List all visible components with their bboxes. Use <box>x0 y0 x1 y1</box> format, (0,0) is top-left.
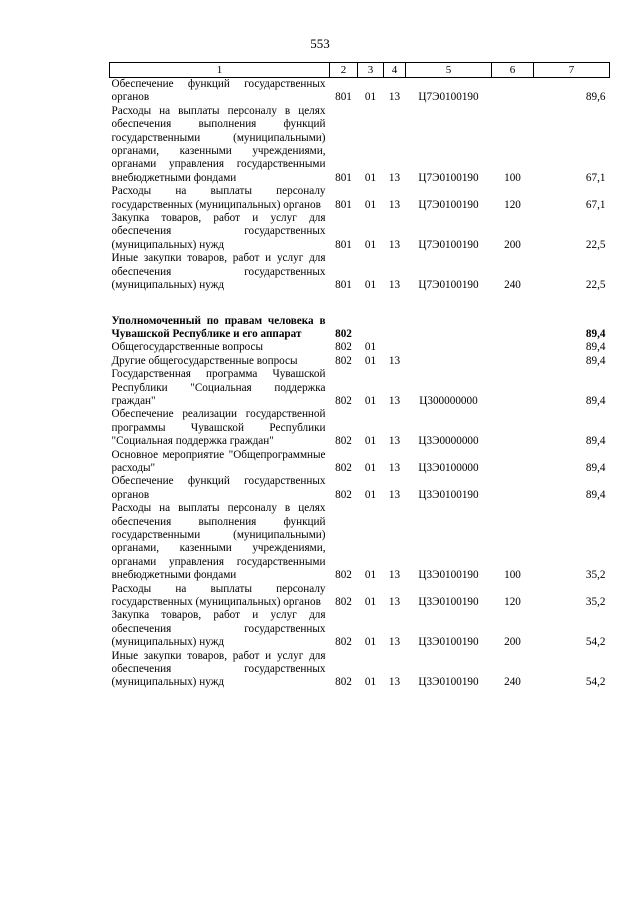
row-description: Обеспечение реализации государственной программы Чувашской Республики "Социальная поддержка граждан" <box>111 408 326 448</box>
row-amount: 67,1 <box>585 171 606 184</box>
row-subsection-code <box>384 341 406 354</box>
row-section-code: 01 <box>364 569 377 582</box>
row-target-article-code: Ц300000000 <box>419 394 478 407</box>
header-col-6: 6 <box>492 63 534 78</box>
table-row <box>110 475 610 502</box>
row-description: Общегосударственные вопросы <box>111 341 264 354</box>
table-row <box>110 341 610 354</box>
table-row <box>110 355 610 368</box>
row-amount: 89,4 <box>585 488 606 501</box>
row-target-article-code: Ц3Э0100190 <box>418 596 479 609</box>
row-section-code: 01 <box>364 279 377 292</box>
row-ministry-code: 802 <box>335 569 352 582</box>
row-ministry-code: 802 <box>335 341 352 354</box>
row-target-article-code: Ц3Э0100190 <box>418 676 479 689</box>
header-col-2: 2 <box>330 63 358 78</box>
table-row <box>110 368 610 408</box>
row-amount: 89,4 <box>585 461 606 474</box>
table-row <box>110 185 610 212</box>
row-expense-type-code: 240 <box>504 279 521 292</box>
row-subsection-code: 13 <box>388 435 401 448</box>
row-expense-type-code <box>492 449 534 476</box>
row-ministry-code: 802 <box>335 435 352 448</box>
row-section-code: 01 <box>364 341 377 354</box>
row-section-code: 01 <box>364 171 377 184</box>
table-row <box>110 212 610 252</box>
row-description: Расходы на выплаты персоналу государственных (муниципальных) органов <box>111 582 326 609</box>
row-expense-type-code: 100 <box>504 171 521 184</box>
row-expense-type-code: 200 <box>504 636 521 649</box>
row-description: Иные закупки товаров, работ и услуг для обеспечения государственных (муниципальных) нужд <box>111 649 326 689</box>
row-amount: 22,5 <box>585 279 606 292</box>
row-ministry-code: 801 <box>335 91 352 104</box>
table-body <box>110 78 610 690</box>
row-section-code: 01 <box>364 238 377 251</box>
row-target-article-code: Ц3Э0000000 <box>418 435 479 448</box>
table-row <box>110 650 610 690</box>
row-amount: 89,4 <box>585 394 606 407</box>
row-target-article-code: Ц7Э0100190 <box>418 198 479 211</box>
header-col-7: 7 <box>534 63 610 78</box>
row-subsection-code: 13 <box>388 279 401 292</box>
row-subsection-code: 13 <box>388 676 401 689</box>
row-expense-type-code: 200 <box>504 238 521 251</box>
row-subsection-code: 13 <box>388 394 401 407</box>
row-target-article-code: Ц3Э0100000 <box>418 461 479 474</box>
row-ministry-code: 801 <box>335 198 352 211</box>
table-row <box>110 105 610 185</box>
row-target-article-code: Ц3Э0100190 <box>418 569 479 582</box>
row-amount: 54,2 <box>585 676 606 689</box>
spacer-row <box>110 293 610 315</box>
row-subsection-code: 13 <box>388 569 401 582</box>
row-expense-type-code <box>492 475 534 502</box>
row-expense-type-code <box>492 341 534 354</box>
row-section-code: 01 <box>364 596 377 609</box>
row-target-article-code: Ц7Э0100190 <box>418 91 479 104</box>
row-ministry-code: 802 <box>335 327 352 340</box>
spacer-cell <box>110 293 610 315</box>
row-target-article-code <box>406 341 492 354</box>
row-subsection-code: 13 <box>388 91 401 104</box>
header-col-5: 5 <box>406 63 492 78</box>
table-row <box>110 252 610 292</box>
row-subsection-code: 13 <box>388 488 401 501</box>
row-amount: 22,5 <box>585 238 606 251</box>
row-ministry-code: 802 <box>335 461 352 474</box>
row-expense-type-code <box>492 78 534 105</box>
row-subsection-code: 13 <box>388 596 401 609</box>
row-description: Основное мероприятие "Общепрограммные расходы" <box>111 448 326 474</box>
row-amount: 54,2 <box>585 636 606 649</box>
header-col-1: 1 <box>110 63 330 78</box>
row-subsection-code <box>384 315 406 342</box>
row-expense-type-code <box>492 368 534 408</box>
row-description: Расходы на выплаты персоналу государственных (муниципальных) органов <box>111 185 326 211</box>
row-target-article-code: Ц7Э0100190 <box>418 279 479 292</box>
row-ministry-code: 802 <box>335 676 352 689</box>
row-subsection-code: 13 <box>388 461 401 474</box>
row-expense-type-code <box>492 355 534 368</box>
table-row <box>110 449 610 476</box>
row-description: Обеспечение функций государственных органов <box>111 475 326 501</box>
row-expense-type-code <box>492 315 534 342</box>
row-section-code: 01 <box>364 676 377 689</box>
row-description: Расходы на выплаты персоналу в целях обеспечения выполнения функций государственными (муниципальными) органами, казенными учреждениями, органами управления государственными внебюджетными фондами <box>111 104 326 184</box>
row-section-code: 01 <box>364 488 377 501</box>
table-row <box>110 78 610 105</box>
row-section-code: 01 <box>364 394 377 407</box>
row-expense-type-code: 120 <box>504 596 521 609</box>
row-description: Закупка товаров, работ и услуг для обеспечения государственных (муниципальных) нужд <box>111 212 326 251</box>
row-target-article-code <box>406 355 492 368</box>
header-col-3: 3 <box>358 63 384 78</box>
row-description: Государственная программа Чувашской Республики "Социальная поддержка граждан" <box>111 368 326 407</box>
row-target-article-code: Ц3Э0100190 <box>418 636 479 649</box>
row-target-article-code <box>406 315 492 342</box>
row-section-code: 01 <box>364 636 377 649</box>
row-amount: 35,2 <box>585 596 606 609</box>
row-expense-type-code: 120 <box>504 198 521 211</box>
row-amount: 89,4 <box>585 327 606 340</box>
page-number: 553 <box>310 36 330 51</box>
table-row <box>110 408 610 448</box>
budget-table <box>109 62 610 690</box>
row-expense-type-code: 100 <box>504 569 521 582</box>
row-ministry-code: 801 <box>335 171 352 184</box>
row-ministry-code: 802 <box>335 636 352 649</box>
header-col-4: 4 <box>384 63 406 78</box>
row-ministry-code: 801 <box>335 238 352 251</box>
row-target-article-code: Ц7Э0100190 <box>418 238 479 251</box>
row-expense-type-code <box>492 408 534 448</box>
row-ministry-code: 802 <box>335 394 352 407</box>
row-ministry-code: 802 <box>335 488 352 501</box>
row-description: Другие общегосударственные вопросы <box>111 354 298 367</box>
table-row <box>110 315 610 342</box>
row-section-code: 01 <box>364 435 377 448</box>
table-row <box>110 502 610 582</box>
table-row <box>110 609 610 649</box>
row-amount: 67,1 <box>585 198 606 211</box>
row-description: Расходы на выплаты персоналу в целях обеспечения выполнения функций государственными (муниципальными) органами, казенными учреждениями, органами управления государственными внебюджетными фондами <box>111 502 326 582</box>
row-section-code: 01 <box>364 91 377 104</box>
row-subsection-code: 13 <box>388 198 401 211</box>
row-subsection-code: 13 <box>388 636 401 649</box>
row-amount: 89,4 <box>585 435 606 448</box>
row-section-code: 01 <box>364 354 377 367</box>
row-target-article-code: Ц3Э0100190 <box>418 488 479 501</box>
row-target-article-code: Ц7Э0100190 <box>418 171 479 184</box>
row-amount: 89,4 <box>585 341 606 354</box>
table-row <box>110 583 610 610</box>
row-description: Закупка товаров, работ и услуг для обеспечения государственных (муниципальных) нужд <box>111 609 326 649</box>
row-amount: 89,6 <box>585 91 606 104</box>
row-description: Иные закупки товаров, работ и услуг для обеспечения государственных (муниципальных) нужд <box>111 252 326 292</box>
row-description: Обеспечение функций государственных органов <box>111 78 326 104</box>
row-amount: 35,2 <box>585 569 606 582</box>
row-expense-type-code: 240 <box>504 676 521 689</box>
row-subsection-code: 13 <box>388 354 401 367</box>
row-amount: 89,4 <box>585 354 606 367</box>
row-section-code: 01 <box>364 198 377 211</box>
row-ministry-code: 802 <box>335 354 352 367</box>
row-ministry-code: 802 <box>335 596 352 609</box>
column-number-header-row <box>110 63 610 78</box>
row-ministry-code: 801 <box>335 279 352 292</box>
row-subsection-code: 13 <box>388 238 401 251</box>
row-description: Уполномоченный по правам человека в Чувашской Республике и его аппарат <box>111 314 326 340</box>
row-section-code <box>358 315 384 342</box>
row-subsection-code: 13 <box>388 171 401 184</box>
row-section-code: 01 <box>364 461 377 474</box>
